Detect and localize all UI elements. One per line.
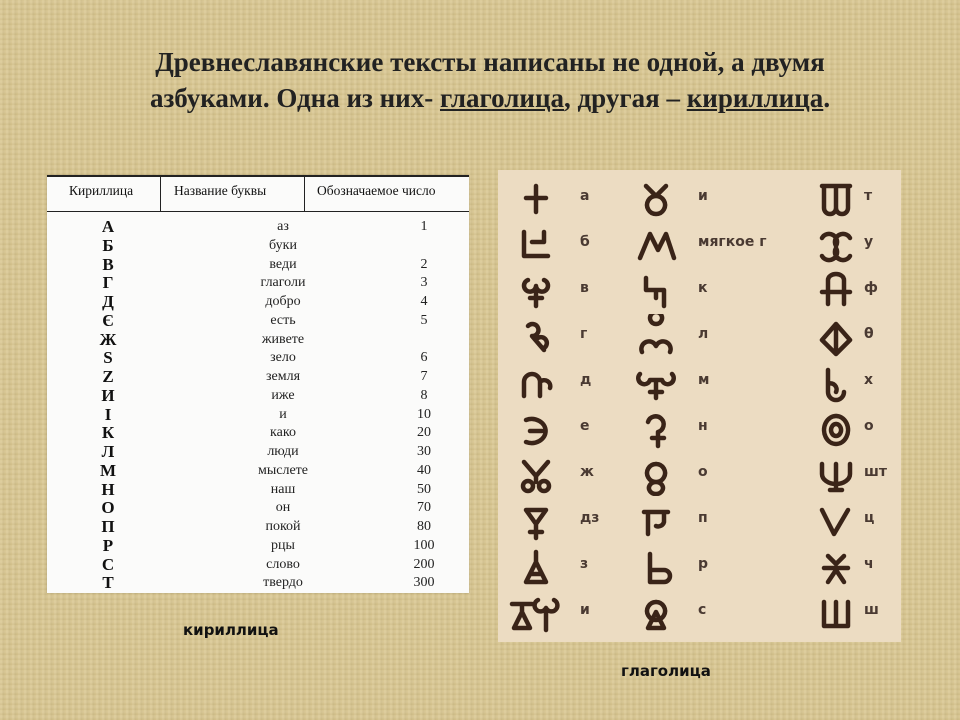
glagolitic-sound: θ [864, 326, 874, 342]
table-row [47, 573, 469, 592]
cyrillic-table [47, 175, 469, 593]
cyrillic-letter: К [101, 423, 115, 443]
letter-number: 80 [417, 519, 431, 534]
cyrillic-letter: Л [101, 442, 115, 461]
cyrillic-letter: П [101, 517, 115, 536]
cyrillic-letter: Г [102, 273, 114, 293]
cyrillic-letter: Б [102, 235, 114, 255]
letter-number: 3 [420, 275, 428, 291]
letter-name: живете [261, 331, 305, 347]
letter-name: буки [269, 237, 297, 253]
glagolitic-sound: е [580, 418, 590, 434]
table-row [47, 517, 469, 536]
letter-number: 7 [420, 369, 428, 384]
table-row [47, 423, 469, 442]
letter-name: покой [265, 519, 301, 534]
glagolitic-glyph [808, 452, 864, 496]
letter-number: 20 [417, 425, 431, 441]
letter-name: рцы [271, 537, 295, 553]
glagolitic-glyph [808, 590, 864, 634]
table-row [47, 480, 469, 499]
header-letter-name: Название буквы [174, 183, 267, 198]
table-row [47, 348, 469, 367]
glagolitic-letter-cell [808, 590, 898, 634]
cyrillic-letter: Д [102, 292, 114, 311]
letter-name: иже [271, 387, 295, 403]
letter-number: 200 [413, 556, 435, 572]
glagolitic-sound: п [698, 510, 708, 526]
glagolitic-sound: ж [580, 464, 594, 480]
letter-name: есть [270, 312, 296, 328]
cyrillic-letter: М [99, 460, 117, 480]
glagolitic-glyph [808, 544, 864, 588]
glagolitic-letter-cell [628, 314, 808, 358]
glagolitic-sound: к [698, 280, 708, 296]
cyrillic-letter: Ѕ [103, 348, 113, 368]
letter-name: добро [265, 294, 301, 309]
glagolitic-glyph [508, 222, 564, 266]
glagolitic-letter-cell [508, 544, 598, 588]
letter-name: зело [270, 350, 296, 366]
letter-number: 40 [417, 462, 431, 478]
table-row [47, 536, 469, 555]
glagolitic-sound: х [864, 372, 874, 388]
letter-number: 30 [417, 444, 431, 459]
glagolitic-glyph [628, 268, 684, 312]
glagolitic-glyph [508, 176, 564, 220]
cyrillic-letter: И [101, 385, 115, 405]
table-row [47, 236, 469, 255]
glagolitic-sound: и [580, 602, 590, 618]
letter-name: люди [267, 444, 299, 459]
glagolitic-glyph [628, 452, 684, 496]
glagolitic-glyph [628, 360, 684, 404]
glagolitic-sound: м [698, 372, 710, 388]
glagolitic-letter-cell [628, 452, 808, 496]
glagolitic-underlined-word: глаголица [439, 83, 565, 113]
glagolitic-letter-cell [628, 544, 808, 588]
glagolitic-letter-cell [808, 314, 898, 358]
glagolitic-sound: ц [864, 510, 875, 526]
glagolitic-letter-cell [508, 360, 598, 404]
letter-number: 50 [417, 481, 431, 497]
cyrillic-table-header [47, 175, 469, 212]
glagolitic-sound: и [698, 188, 708, 204]
glagolitic-letter-cell [508, 314, 598, 358]
glagolitic-glyph [808, 268, 864, 312]
glagolitic-sound: б [580, 234, 590, 250]
cyrillic-letter: Р [102, 535, 114, 555]
glagolitic-letter-cell [508, 176, 598, 220]
header-cyrillic: Кириллица [69, 183, 134, 198]
cyrillic-letter: Т [102, 573, 114, 593]
slide-title [60, 44, 920, 116]
cyrillic-letter: В [102, 254, 114, 274]
glagolitic-letter-cell [508, 590, 598, 634]
glagolitic-sound: дз [580, 510, 600, 526]
glagolitic-letter-cell [628, 268, 808, 312]
glagolitic-sound: з [580, 556, 589, 572]
table-row [47, 555, 469, 574]
letter-number: 10 [417, 406, 431, 422]
glagolitic-letter-cell [808, 360, 898, 404]
glagolitic-glyph [508, 268, 564, 312]
glagolitic-glyph [508, 314, 564, 358]
glagolitic-letter-cell [808, 498, 898, 542]
cyrillic-letter: І [104, 404, 112, 424]
glagolitic-letter-cell [508, 406, 598, 450]
letter-number: 300 [413, 575, 435, 591]
letter-name: мыслете [257, 462, 308, 478]
title-line-1: Древнеславянские тексты написаны не одной, а двумя [155, 47, 825, 77]
table-row [47, 367, 469, 386]
cyrillic-letter: С [101, 554, 115, 574]
glagolitic-sound: л [698, 326, 709, 342]
table-row [47, 311, 469, 330]
letter-name: и [279, 406, 287, 422]
table-row [47, 442, 469, 461]
glagolitic-letter-cell [628, 360, 808, 404]
cyrillic-caption: кириллица [183, 621, 279, 639]
glagolitic-sound: г [580, 326, 588, 342]
glagolitic-glyph [628, 314, 684, 358]
glagolitic-letter-cell [628, 498, 808, 542]
letter-name: слово [266, 556, 300, 572]
glagolitic-glyph [508, 544, 564, 588]
glagolitic-sound: н [698, 418, 708, 434]
letter-number: 1 [420, 219, 428, 234]
glagolitic-sound: с [698, 602, 707, 618]
cyrillic-letter: Н [101, 479, 115, 499]
glagolitic-letter-cell [628, 590, 808, 634]
letter-name: глаголи [260, 275, 306, 291]
letter-number: 100 [413, 537, 435, 553]
glagolitic-letter-cell [808, 176, 898, 220]
glagolitic-sound: д [580, 372, 592, 388]
glagolitic-table [498, 170, 901, 642]
glagolitic-sound: ч [864, 556, 874, 572]
glagolitic-glyph [628, 590, 684, 634]
glagolitic-glyph [508, 590, 564, 634]
glagolitic-sound: ф [864, 280, 878, 296]
table-row [47, 217, 469, 236]
letter-number: 70 [417, 500, 431, 516]
header-number: Обозначаемое число [317, 183, 436, 198]
glagolitic-sound: р [698, 556, 709, 572]
glagolitic-glyph [628, 176, 684, 220]
letter-number: 2 [420, 256, 428, 272]
glagolitic-letter-cell [508, 222, 598, 266]
glagolitic-glyph [508, 452, 564, 496]
glagolitic-sound: о [698, 464, 708, 480]
glagolitic-letter-cell [628, 406, 808, 450]
glagolitic-glyph [808, 314, 864, 358]
table-row [47, 255, 469, 274]
glagolitic-sound: о [864, 418, 874, 434]
letter-number: 6 [420, 350, 428, 366]
table-row [47, 386, 469, 405]
letter-number: 5 [420, 312, 428, 328]
cyrillic-letter: Ж [99, 329, 117, 349]
glagolitic-glyph [628, 544, 684, 588]
glagolitic-letter-cell [508, 498, 598, 542]
table-row [47, 498, 469, 517]
table-row [47, 273, 469, 292]
glagolitic-sound: т [864, 188, 873, 204]
glagolitic-glyph [808, 406, 864, 450]
letter-name: како [270, 425, 296, 441]
cyrillic-letter: Є [102, 310, 114, 330]
cyrillic-underlined-word: кириллица [686, 83, 824, 113]
glagolitic-letter-cell [628, 176, 808, 220]
glagolitic-letter-cell [508, 452, 598, 496]
cyrillic-letter: А [101, 217, 115, 236]
letter-name: он [275, 500, 291, 516]
glagolitic-letter-cell [808, 222, 898, 266]
title-line-2-start: азбуками. Одна из них- [149, 83, 440, 113]
glagolitic-glyph [628, 406, 684, 450]
glagolitic-glyph [628, 222, 684, 266]
letter-number: 4 [420, 294, 428, 309]
letter-name: земля [265, 369, 301, 384]
letter-name: твердо [263, 575, 303, 591]
glagolitic-glyph [508, 360, 564, 404]
glagolitic-glyph [808, 222, 864, 266]
cyrillic-letter: Z [102, 367, 114, 386]
table-row [47, 330, 469, 349]
glagolitic-letter-cell [628, 222, 808, 266]
title-line-2-mid: , другая – [564, 83, 687, 113]
glagolitic-letter-cell [808, 452, 898, 496]
letter-name: наш [270, 481, 296, 497]
glagolitic-sound: у [864, 234, 874, 250]
glagolitic-sound: а [580, 188, 590, 204]
glagolitic-letter-cell [808, 268, 898, 312]
glagolitic-glyph [508, 498, 564, 542]
glagolitic-sound: ш [864, 602, 879, 618]
glagolitic-glyph [808, 498, 864, 542]
glagolitic-sound: мягкое г [698, 234, 767, 250]
glagolitic-glyph [808, 176, 864, 220]
title-line-2-end: . [823, 83, 831, 113]
glagolitic-caption: глаголица [621, 662, 711, 680]
letter-name: аз [277, 219, 289, 234]
glagolitic-letter-cell [508, 268, 598, 312]
glagolitic-glyph [628, 498, 684, 542]
glagolitic-letter-cell [808, 544, 898, 588]
title-line-2 [60, 80, 920, 116]
table-row [47, 405, 469, 424]
glagolitic-sound: шт [864, 464, 887, 480]
glagolitic-glyph [808, 360, 864, 404]
cyrillic-letter: О [101, 498, 115, 518]
cyrillic-table-body [47, 217, 469, 592]
letter-number: 8 [420, 387, 428, 403]
glagolitic-sound: в [580, 280, 589, 296]
table-row [47, 461, 469, 480]
glagolitic-letter-cell [808, 406, 898, 450]
table-row [47, 292, 469, 311]
glagolitic-glyph [508, 406, 564, 450]
letter-name: веди [269, 256, 297, 272]
